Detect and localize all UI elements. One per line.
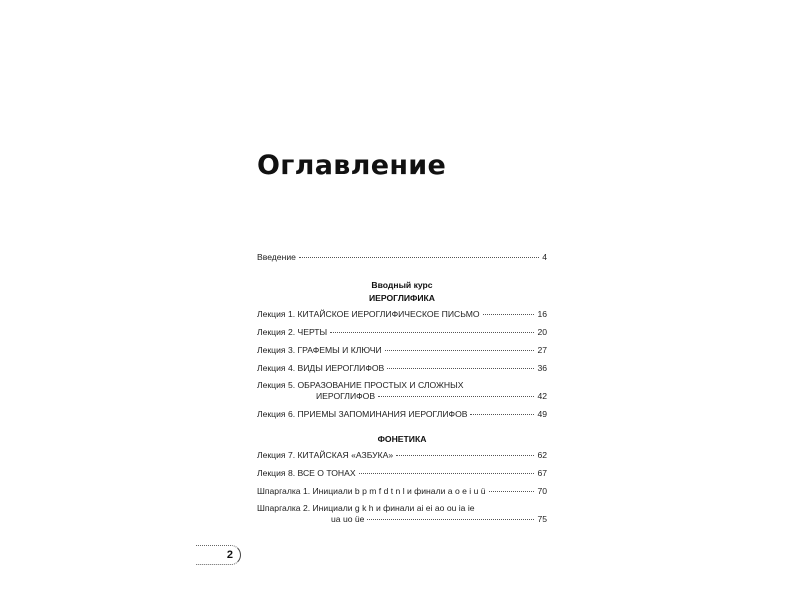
- toc-entry-page: 62: [537, 450, 547, 460]
- dot-leader: [483, 314, 535, 315]
- toc-entry-page: 16: [537, 309, 547, 319]
- toc-entry-label: Лекция 4. ВИДЫ ИЕРОГЛИФОВ: [257, 363, 385, 373]
- toc-entry[interactable]: [257, 363, 547, 374]
- toc-entry-label-line1: Лекция 5. ОБРАЗОВАНИЕ ПРОСТЫХ И СЛОЖНЫХ: [257, 380, 464, 390]
- toc-entry-label: Введение: [257, 252, 296, 262]
- toc-entry[interactable]: [257, 345, 547, 356]
- toc-entry[interactable]: [257, 409, 547, 420]
- toc-entry-page: 42: [537, 391, 547, 401]
- dot-leader: [387, 368, 534, 369]
- toc-entry[interactable]: [257, 450, 547, 461]
- toc-entry-label-line2: ua uo üe: [331, 514, 365, 524]
- dot-leader: [489, 491, 535, 492]
- dot-leader: [359, 473, 535, 474]
- dot-leader: [470, 414, 534, 415]
- toc-entry-label: Лекция 2. ЧЕРТЫ: [257, 327, 328, 337]
- dot-leader: [299, 257, 539, 258]
- page-title: Оглавление: [257, 150, 447, 181]
- toc-entry-label: Лекция 3. ГРАФЕМЫ И КЛЮЧИ: [257, 345, 382, 355]
- dot-leader: [396, 455, 534, 456]
- dot-leader: [330, 332, 534, 333]
- toc-entry-page: 70: [537, 486, 547, 496]
- toc-entry-label: Шпаргалка 1. Инициали b p m f d t n l и финали a o e i u ü: [257, 486, 486, 496]
- course-title: Вводный курс: [371, 280, 433, 290]
- toc-entry-page: 36: [537, 363, 547, 373]
- toc-entry[interactable]: [257, 503, 547, 525]
- toc-entry-label-line2: ИЕРОГЛИФОВ: [316, 391, 376, 401]
- toc-entry[interactable]: [257, 486, 547, 497]
- toc-entry-page: 27: [537, 345, 547, 355]
- toc-entry[interactable]: [257, 327, 547, 338]
- toc-entry-page: 4: [542, 252, 547, 262]
- page-number-tab: [196, 545, 241, 565]
- toc-entry[interactable]: [257, 309, 547, 320]
- toc-entry-label: Лекция 1. КИТАЙСКОЕ ИЕРОГЛИФИЧЕСКОЕ ПИСЬМО: [257, 309, 480, 319]
- toc-entry[interactable]: [257, 380, 547, 402]
- toc-entry-page: 75: [537, 514, 547, 524]
- toc-entry-page: 49: [537, 409, 547, 419]
- section-heading-hieroglyphics: ИЕРОГЛИФИКА: [368, 293, 436, 303]
- toc-entry-label: Лекция 8. ВСЕ О ТОНАХ: [257, 468, 356, 478]
- toc-entry-intro[interactable]: [257, 252, 547, 263]
- toc-entry-label: Лекция 7. КИТАЙСКАЯ «АЗБУКА»: [257, 450, 394, 460]
- toc-entry-page: 20: [537, 327, 547, 337]
- page-number: 2: [226, 549, 233, 561]
- toc-entry-page: 67: [537, 468, 547, 478]
- section-heading-phonetics: ФОНЕТИКА: [377, 434, 427, 444]
- dot-leader: [378, 396, 534, 397]
- dot-leader: [367, 519, 534, 520]
- toc-entry-label-line1: Шпаргалка 2. Инициали g k h и финали ai ei ao ou ia ie: [257, 503, 475, 513]
- toc-entry[interactable]: [257, 468, 547, 479]
- toc-entry-label: Лекция 6. ПРИЕМЫ ЗАПОМИНАНИЯ ИЕРОГЛИФОВ: [257, 409, 468, 419]
- dot-leader: [385, 350, 535, 351]
